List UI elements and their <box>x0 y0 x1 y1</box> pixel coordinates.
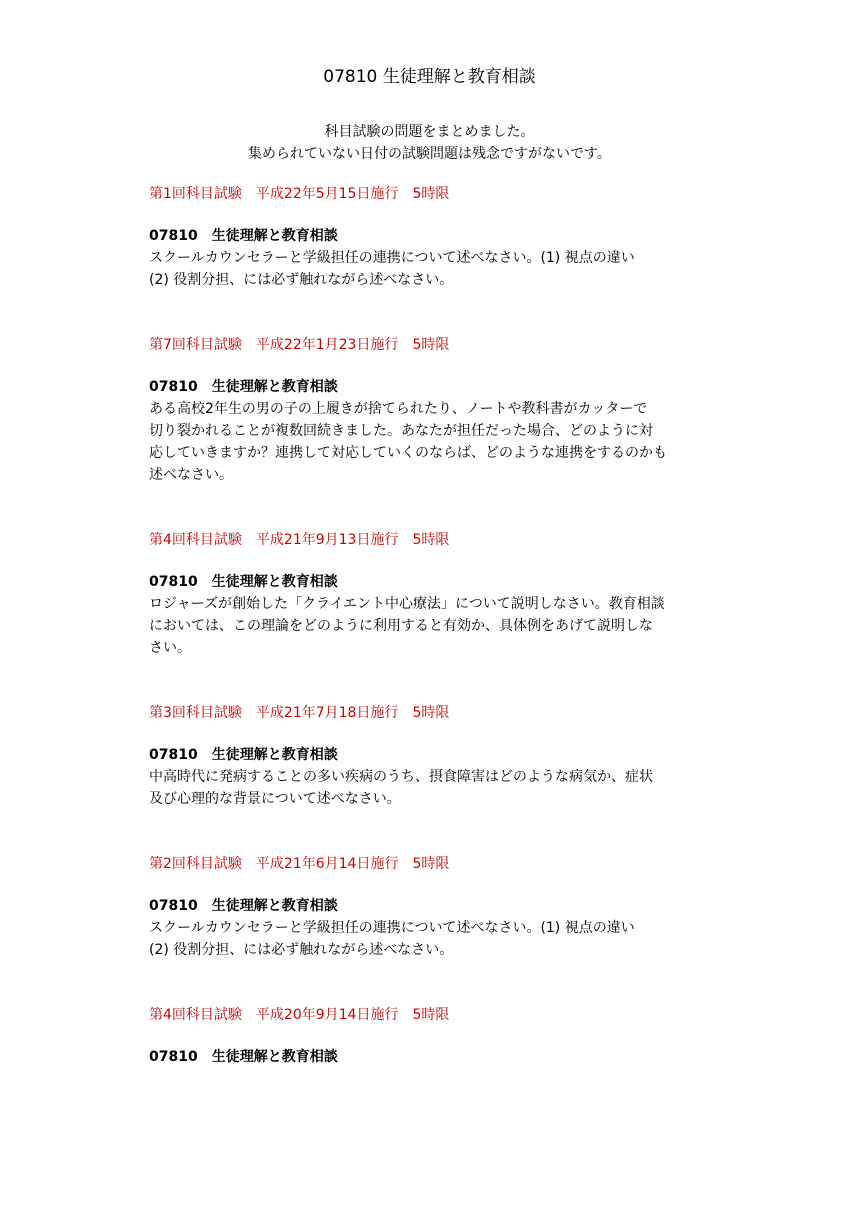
question-line: 述べなさい。 <box>149 467 233 483</box>
exam-section <box>149 853 719 961</box>
question-line: 切り裂かれることが複数回続きました。あなたが担任だった場合、どのように対 <box>149 423 653 439</box>
exam-heading: 第3回科目試験 平成21年7月18日施行 5時限 <box>149 705 450 721</box>
intro-line: 集められていない日付の試験問題は残念ですがないです。 <box>248 146 611 162</box>
exam-section <box>149 702 719 810</box>
subject-title: 07810 生徒理解と教育相談 <box>149 228 338 244</box>
subject-title: 07810 生徒理解と教育相談 <box>149 747 338 763</box>
question-line: ある高校2年生の男の子の上履きが捨てられたり、ノートや教科書がカッターで <box>149 401 648 417</box>
exam-section <box>149 183 719 291</box>
intro-line: 科目試験の問題をまとめました。 <box>324 124 535 140</box>
question-text <box>149 593 719 659</box>
question-text <box>149 766 719 810</box>
subject-title: 07810 生徒理解と教育相談 <box>149 379 338 395</box>
question-line: (2) 役割分担、には必ず触れながら述べなさい。 <box>149 942 454 958</box>
exam-heading: 第4回科目試験 平成20年9月14日施行 5時限 <box>149 1007 450 1023</box>
exam-section <box>149 334 719 486</box>
question-line: 及び心理的な背景について述べなさい。 <box>149 791 401 807</box>
question-line: 応していきますか？連携して対応していくのならば、どのような連携をするのかも <box>149 445 667 461</box>
subject-title: 07810 生徒理解と教育相談 <box>149 574 338 590</box>
subject-title: 07810 生徒理解と教育相談 <box>149 898 338 914</box>
exam-heading: 第7回科目試験 平成22年1月23日施行 5時限 <box>149 337 450 353</box>
exam-heading: 第4回科目試験 平成21年9月13日施行 5時限 <box>149 532 450 548</box>
question-text <box>149 247 719 291</box>
question-line: スクールカウンセラーと学級担任の連携について述べなさい。(1) 視点の違い <box>149 920 635 936</box>
exam-section <box>149 529 719 659</box>
question-text <box>149 917 719 961</box>
question-line: さい。 <box>149 640 191 656</box>
question-line: (2) 役割分担、には必ず触れながら述べなさい。 <box>149 272 454 288</box>
exam-heading: 第2回科目試験 平成21年6月14日施行 5時限 <box>149 856 450 872</box>
question-line: スクールカウンセラーと学級担任の連携について述べなさい。(1) 視点の違い <box>149 250 635 266</box>
question-line: 中高時代に発病することの多い疾病のうち、摂食障害はどのような病気か、症状 <box>149 769 653 785</box>
question-line: においては、この理論をどのように利用すると有効か、具体例をあげて説明しな <box>149 618 653 634</box>
question-text <box>149 398 719 486</box>
document-title: 07810 生徒理解と教育相談 <box>323 67 536 87</box>
subject-title: 07810 生徒理解と教育相談 <box>149 1049 338 1065</box>
question-line: ロジャーズが創始した「クライエント中心療法」について説明しなさい。教育相談 <box>149 596 665 612</box>
exam-heading: 第1回科目試験 平成22年5月15日施行 5時限 <box>149 186 450 202</box>
exam-section <box>149 1004 719 1068</box>
